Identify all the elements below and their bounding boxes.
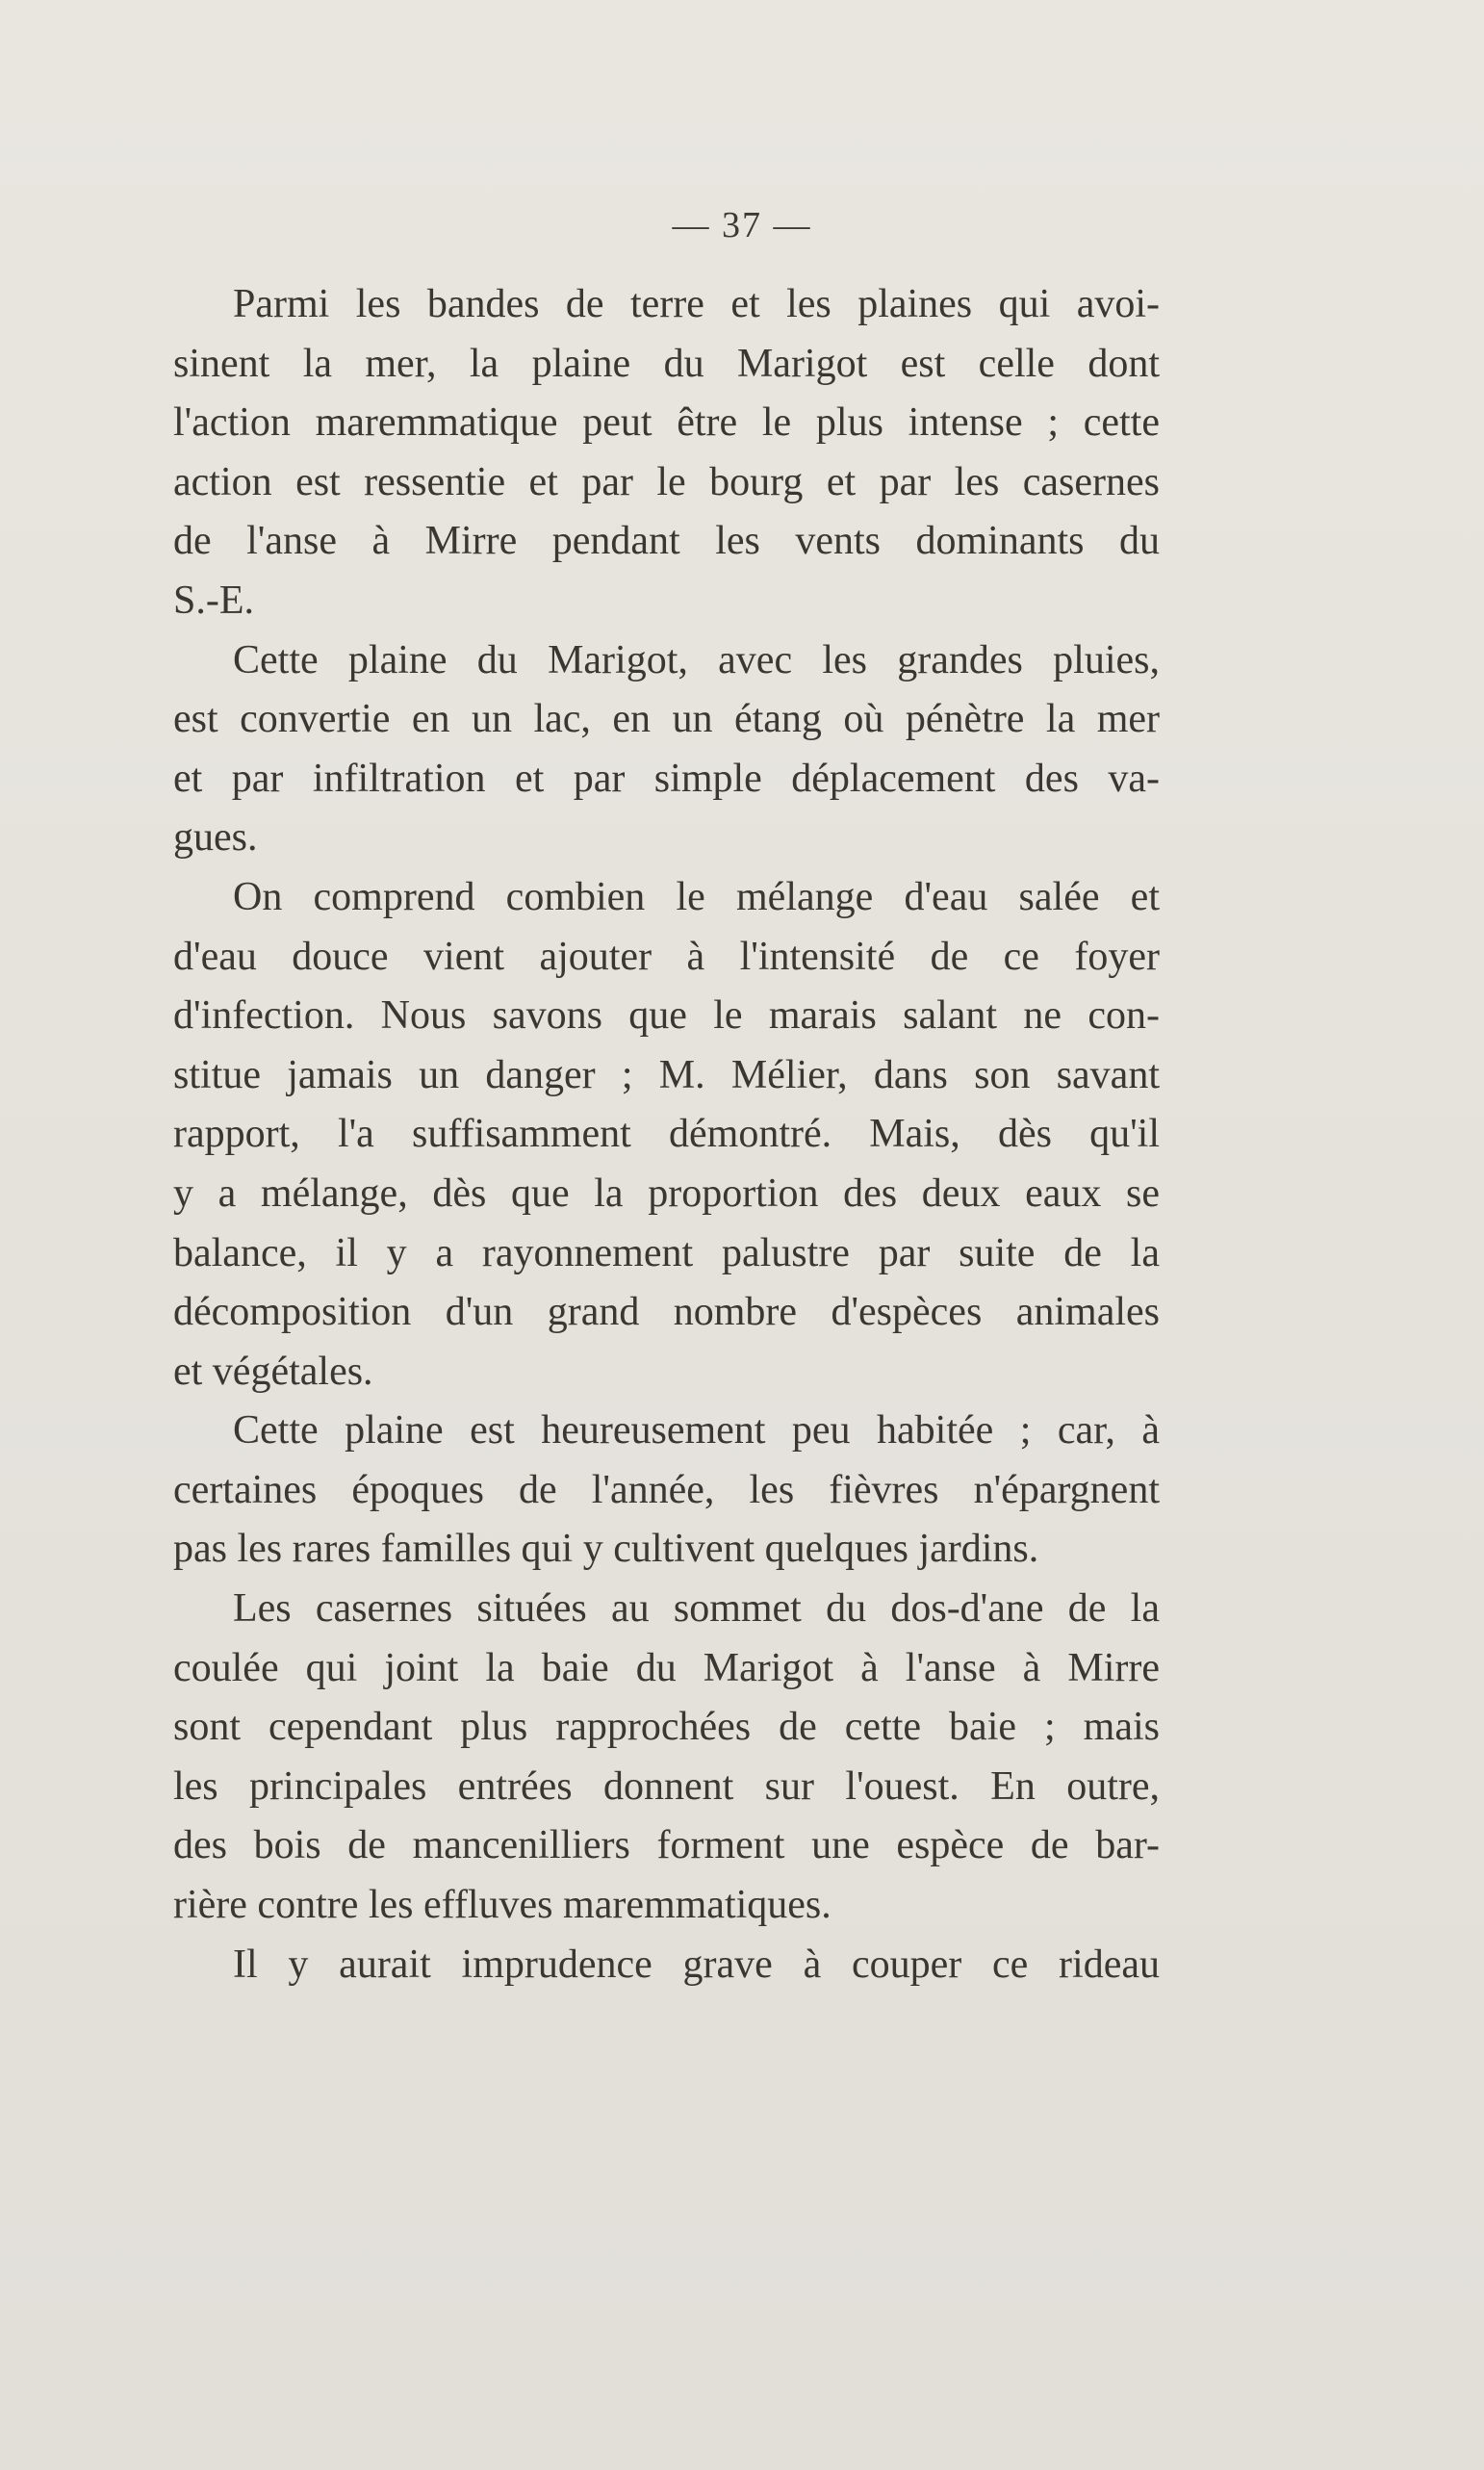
text-line: y a mélange, dès que la proportion des deux eaux se [173,1171,1160,1216]
text-line: Cette plaine du Marigot, avec les grandes pluies, [233,637,1160,682]
text-line: Il y aurait imprudence grave à couper ce rideau [233,1942,1160,1987]
text-line: les principales entrées donnent sur l'ouest. En outre, [173,1763,1160,1809]
text-line: d'eau douce vient ajouter à l'intensité de ce foyer [173,934,1160,979]
text-line: certaines époques de l'année, les fièvres n'épargnent [173,1467,1160,1512]
text-line: rapport, l'a suffisamment démontré. Mais, dès qu'il [173,1112,1160,1157]
text-line: gues. [173,815,258,861]
text-line: sinent la mer, la plaine du Marigot est celle dont [173,341,1160,386]
text-line: des bois de mancenilliers forment une espèce de bar- [173,1823,1160,1868]
text-line: S.-E. [173,578,254,623]
text-line: décomposition d'un grand nombre d'espèces animales [173,1290,1160,1335]
body-text [173,275,1160,1994]
text-line: balance, il y a rayonnement palustre par suite de la [173,1230,1160,1275]
text-line: l'action maremmatique peut être le plus intense ; cette [173,400,1160,446]
text-line: action est ressentie et par le bourg et par les casernes [173,459,1160,504]
text-line: rière contre les effluves maremmatiques. [173,1883,832,1928]
text-line: et végétales. [173,1349,373,1394]
text-line: sont cependant plus rapprochées de cette baie ; mais [173,1705,1160,1750]
text-line: d'infection. Nous savons que le marais salant ne con- [173,993,1160,1039]
text-line: stitue jamais un danger ; M. Mélier, dans son savant [173,1052,1160,1097]
page-number: — 37 — [672,205,812,245]
text-line: est convertie en un lac, en un étang où pénètre la mer [173,697,1160,742]
text-line: de l'anse à Mirre pendant les vents dominants du [173,519,1160,564]
text-line: Parmi les bandes de terre et les plaines qui avoi- [233,282,1160,326]
text-line: Cette plaine est heureusement peu habitée ; car, à [233,1408,1160,1454]
text-line: pas les rares familles qui y cultivent quelques jardins. [173,1527,1039,1572]
text-line: On comprend combien le mélange d'eau salée et [233,874,1160,919]
text-line: Les casernes situées au sommet du dos-d'ane de la [233,1586,1160,1632]
text-line: coulée qui joint la baie du Marigot à l'anse à Mirre [173,1645,1160,1690]
text-line: et par infiltration et par simple déplacement des va- [173,756,1160,801]
